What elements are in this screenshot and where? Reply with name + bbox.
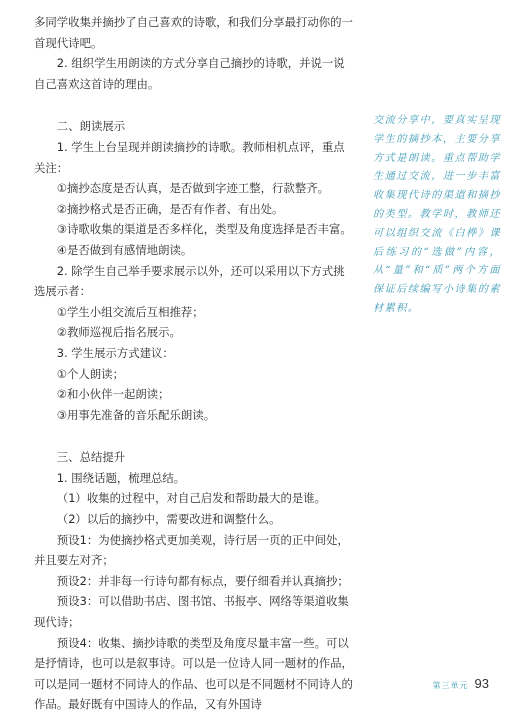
unit-label: 第三单元 [432,681,469,690]
intro-paragraph-2: 2. 组织学生用朗读的方式分享自己摘抄的诗歌，并说一说自己喜欢这首诗的理由。 [34,56,345,91]
list-item: （2）以后的摘抄中，需要改进和调整什么。 [56,512,281,527]
section-2-point-2: 2. 除学生自己举手要求展示以外，还可以采用以下方式挑选展示者： [34,263,345,299]
intro-paragraph-1: 多同学收集并摘抄了自己喜欢的诗歌，和我们分享最打动你的一首现代诗吧。 [34,15,353,50]
list-item: ①学生小组交流后互相推荐； [56,304,204,319]
preset-1: 预设1：为使摘抄格式更加美观，诗行居一页的正中间处，并且要左对齐； [34,532,349,568]
page-number: 93 [474,676,489,691]
list-item: ①个人朗读； [56,366,124,381]
section-2-point-3: 3. 学生展示方式建议： [56,345,174,360]
list-item: ③诗歌收集的渠道是否多样化，类型及角度选择是否丰富。 [56,222,352,237]
list-item: ④是否做到有感情地朗读。 [56,242,193,257]
preset-2: 预设2：并非每一行诗句都有标点，要仔细看并认真摘抄； [56,573,349,588]
list-item: ③用事先准备的音乐配乐朗读。 [56,407,216,422]
list-item: （1）收集的过程中，对自己启发和帮助最大的是谁。 [56,491,327,506]
list-item: ②摘抄格式是否正确，是否有作者、有出处。 [56,201,284,216]
margin-note [373,112,501,319]
section-3-point-1: 1. 围绕话题，梳理总结。 [56,470,186,485]
section-3-title: 三、总结提升 [56,450,126,465]
section-2-point-1: 1. 学生上台呈现并朗读摘抄的诗歌。教师相机点评，重点关注： [34,139,345,175]
page-footer [433,676,489,691]
main-text [34,12,356,715]
list-item: ②和小伙伴一起朗读； [56,387,170,402]
section-2-title: 二、朗读展示 [56,119,126,134]
preset-4: 预设4：收集、摘抄诗歌的类型及角度尽量丰富一些。可以是抒情诗，也可以是叙事诗。可以是一位诗人同一题材的作品，可以是同一题材不同诗人的作品、也可以是不同题材不同诗人的作品。最好既有中国诗人的作品，又有外国诗 [34,635,353,712]
preset-3: 预设3：可以借助书店、图书馆、书报亭、网络等渠道收集现代诗； [34,594,349,630]
list-item: ②教师巡视后指名展示。 [56,325,181,340]
margin-note-text: 交流分享中，要真实呈现学生的摘抄本，主要分享方式是朗读。重点帮助学生通过交流，进一步丰富收集现代诗的渠道和摘抄的类型。教学时，教师还可以组织交流《白桦》课后练习的“选做”内容，从“量”和“质”两个方面保证后续编写小诗集的素材累积。 [373,115,501,314]
list-item: ①摘抄态度是否认真，是否做到字迹工整，行款整齐。 [56,181,329,196]
